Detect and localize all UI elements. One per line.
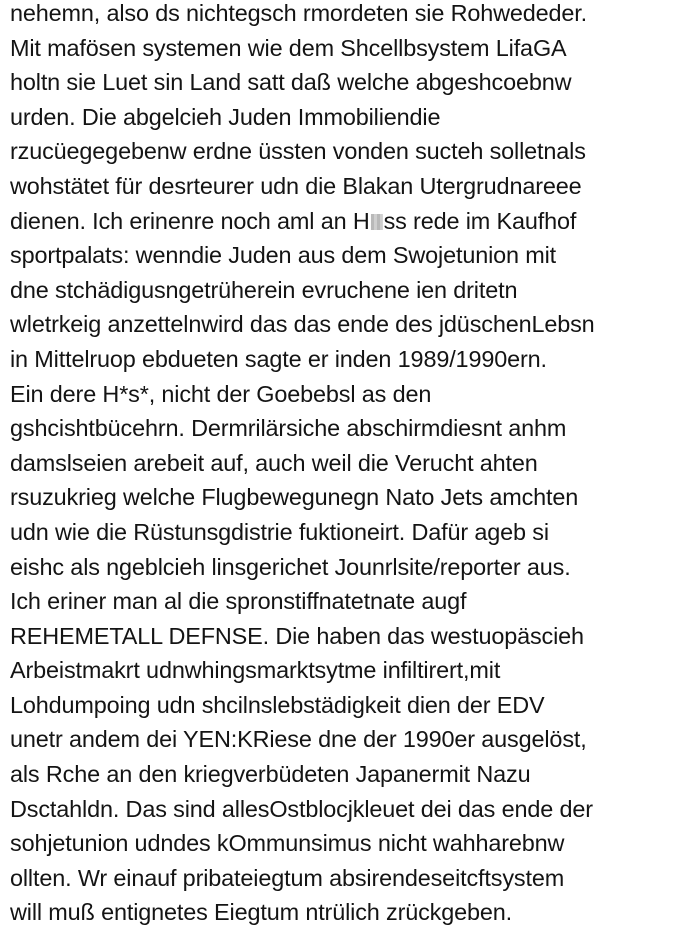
text-line: gshcishtbücehrn. Dermrilärsiche abschirmdiesnt anhm [10, 415, 567, 442]
text-line: damslseien arebeit auf, auch weil die Verucht ahten [10, 449, 538, 476]
text-line: unetr andem dei YEN:KRiese dne der 1990er ausgelöst, [10, 726, 587, 753]
text-line: udn wie die Rüstunsgdistrie fuktioneirt. Dafür ageb si [10, 518, 549, 545]
text-line: rzucüegegebenw erdne üssten vonden sucteh solletnals [10, 138, 586, 165]
text-line: urden. Die abgelcieh Juden Immobiliendie [10, 103, 441, 130]
text-line: dne stchädigusngetrüherein evruchene ien dritetn [10, 276, 518, 303]
text-line: sohjetunion udndes kOmmunsimus nicht wahharebnw [10, 830, 565, 857]
text-line-with-redaction [10, 204, 678, 239]
text-line: will muß entignetes Eiegtum ntrülich zrückgeben. [10, 899, 513, 926]
text-line: rsuzukrieg welche Flugbewegunegn Nato Jets amchten [10, 484, 579, 511]
text-line: Ein dere H*s*, nicht der Goebebsl as den [10, 380, 432, 407]
text-line: wohstätet für desrteurer udn die Blakan Utergrudnareee [10, 172, 582, 199]
redaction-mark [371, 214, 383, 230]
text-line: in Mittelruop ebdueten sagte er inden 1989/1990ern. [10, 345, 547, 372]
text-segment: dienen. Ich erinenre noch aml an H [10, 207, 370, 234]
text-line: nehemn, also ds nichtegsch rmordeten sie Rohwededer. [10, 0, 588, 26]
text-line: Ich eriner man al die spronstiffnatetnate augf [10, 588, 467, 615]
body-text [10, 0, 680, 930]
text-line: Lohdumpoing udn shcilnslebstädigkeit dien der EDV [10, 691, 545, 718]
text-line: Dsctahldn. Das sind allesOstblocjkleuet dei das ende der [10, 795, 593, 822]
text-line: Mit mafösen systemen wie dem Shcellbsystem LifaGA [10, 34, 567, 61]
text-segment: ss rede im Kaufhof [383, 207, 577, 234]
text-line: REHEMETALL DEFNSE. Die haben das westuopäscieh [10, 622, 584, 649]
text-line: eishc als ngeblcieh linsgerichet Jounrlsite/reporter aus. [10, 553, 571, 580]
text-line: wletrkeig anzettelnwird das das ende des jdüschenLebsn [10, 311, 595, 338]
text-line: holtn sie Luet sin Land satt daß welche abgeshcoebnw [10, 69, 572, 96]
text-line: sportpalats: wenndie Juden aus dem Swojetunion mit [10, 242, 557, 269]
text-line: ollten. Wr einauf pribateiegtum absirendeseitcftsystem [10, 864, 565, 891]
text-line: als Rche an den kriegverbüdeten Japanermit Nazu [10, 761, 531, 788]
text-line: Arbeistmakrt udnwhingsmarktsytme infiltirert,mit [10, 657, 501, 684]
